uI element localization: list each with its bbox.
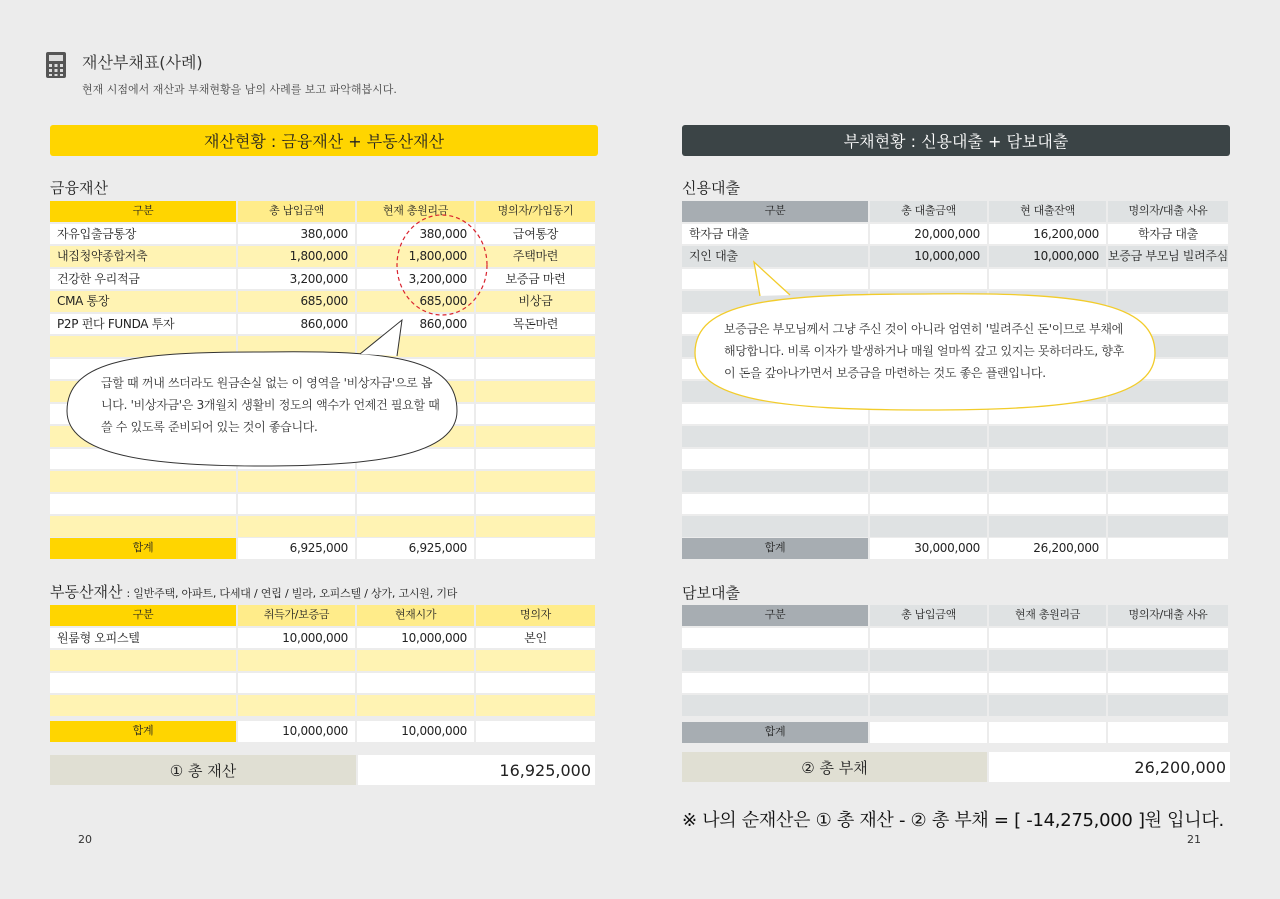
table-cell [989, 673, 1106, 694]
table-cell [1108, 650, 1228, 671]
table-cell [1108, 628, 1228, 649]
table-cell [682, 695, 868, 716]
table-cell [870, 426, 987, 447]
table-cell [989, 426, 1106, 447]
table-cell [476, 426, 595, 447]
table-cell: 학자금 대출 [682, 224, 868, 245]
table-cell [682, 494, 868, 515]
table-cell [870, 628, 987, 649]
table-cell [357, 494, 474, 515]
sum-value [1108, 722, 1228, 743]
table-cell [476, 449, 595, 470]
column-header: 구분 [50, 605, 236, 626]
sum-label: 합계 [50, 721, 236, 742]
total-assets-value: 16,925,000 [358, 755, 595, 785]
collateral-loan-table [682, 605, 1230, 716]
table-cell [989, 516, 1106, 537]
table-cell [50, 695, 236, 716]
table-cell [357, 673, 474, 694]
financial-assets-sum-row [50, 538, 595, 559]
table-header-row [682, 605, 1230, 626]
table-cell [870, 650, 987, 671]
table-row [50, 246, 595, 267]
page-number-right: 21 [1187, 833, 1201, 846]
table-row [50, 224, 595, 245]
table-cell: 1,800,000 [238, 246, 355, 267]
total-assets-label: ① 총 재산 [50, 755, 356, 785]
table-cell [476, 336, 595, 357]
table-row [682, 628, 1230, 649]
table-cell [870, 673, 987, 694]
column-header: 총 납입금액 [238, 201, 355, 222]
table-cell [682, 516, 868, 537]
table-cell [1108, 426, 1228, 447]
table-cell: 685,000 [357, 291, 474, 312]
table-cell [682, 650, 868, 671]
table-cell [238, 673, 355, 694]
table-cell: 16,200,000 [989, 224, 1106, 245]
table-cell [238, 695, 355, 716]
table-cell [1108, 494, 1228, 515]
column-header: 구분 [682, 605, 868, 626]
table-cell [870, 516, 987, 537]
table-row [50, 291, 595, 312]
table-cell [476, 516, 595, 537]
total-assets-bar [50, 755, 595, 785]
table-cell: 본인 [476, 628, 595, 649]
table-header-row [50, 201, 595, 222]
sum-row [50, 721, 595, 742]
table-cell [357, 516, 474, 537]
column-header: 명의자/가입동기 [476, 201, 595, 222]
credit-loan-sum-row [682, 538, 1230, 559]
table-row [50, 695, 595, 716]
table-cell: 급여통장 [476, 224, 595, 245]
calculator-icon [46, 52, 66, 78]
column-header: 현재 총원리금 [989, 605, 1106, 626]
collateral-loan-sum-row [682, 722, 1230, 743]
table-header-row [682, 201, 1230, 222]
table-row [682, 224, 1230, 245]
column-header: 명의자/대출 사유 [1108, 605, 1228, 626]
table-cell [989, 650, 1106, 671]
sum-label: 합계 [682, 538, 868, 559]
table-cell [238, 471, 355, 492]
table-cell: 860,000 [357, 314, 474, 335]
table-row [682, 650, 1230, 671]
column-header: 취득가/보증금 [238, 605, 355, 626]
table-cell [682, 449, 868, 470]
table-row [682, 673, 1230, 694]
bubble-emergency-fund-text: 급할 때 꺼내 쓰더라도 원금손실 없는 이 영역을 '비상자금'으로 봅니다. '비상자금'은 3개월치 생활비 정도의 액수가 언제건 필요할 때 쓸 수 있도록 준비되어 있는 것이 좋습니다. [101, 376, 440, 434]
table-cell: 보증금 마련 [476, 269, 595, 290]
table-cell: CMA 통장 [50, 291, 236, 312]
sum-row [682, 538, 1230, 559]
table-row [50, 471, 595, 492]
table-cell: 원룸형 오피스텔 [50, 628, 236, 649]
table-cell [476, 404, 595, 425]
table-cell: 목돈마련 [476, 314, 595, 335]
sum-row [50, 538, 595, 559]
table-cell [50, 471, 236, 492]
table-row [50, 628, 595, 649]
table-cell [50, 516, 236, 537]
table-cell [238, 650, 355, 671]
table-cell [1108, 471, 1228, 492]
table-cell [682, 628, 868, 649]
real-estate-title: 부동산재산 : 일반주택, 아파트, 다세대 / 연립 / 빌라, 오피스텔 / 상가, 고시원, 기타 [50, 583, 458, 601]
table-cell [870, 471, 987, 492]
column-header: 구분 [50, 201, 236, 222]
table-row [50, 269, 595, 290]
table-cell [357, 471, 474, 492]
table-cell [682, 471, 868, 492]
real-estate-table [50, 605, 595, 716]
sum-value [1108, 538, 1228, 559]
table-cell [1108, 695, 1228, 716]
collateral-loan-title: 담보대출 [682, 584, 740, 602]
table-header-row [50, 605, 595, 626]
table-cell [870, 695, 987, 716]
total-liabilities-label: ② 총 부채 [682, 752, 987, 782]
liabilities-banner: 부채현황 : 신용대출 + 담보대출 [682, 125, 1230, 156]
table-cell: 860,000 [238, 314, 355, 335]
table-cell: 내집청약종합저축 [50, 246, 236, 267]
sum-value: 6,925,000 [357, 538, 474, 559]
credit-loan-title: 신용대출 [682, 179, 740, 197]
table-cell [682, 673, 868, 694]
table-cell [870, 449, 987, 470]
sum-value [870, 722, 987, 743]
real-estate-note: : 일반주택, 아파트, 다세대 / 연립 / 빌라, 오피스텔 / 상가, 고시원, 기타 [126, 587, 458, 600]
table-cell [989, 628, 1106, 649]
page-number-left: 20 [78, 833, 92, 846]
table-cell: 자유입출금통장 [50, 224, 236, 245]
table-cell [476, 359, 595, 380]
table-row [682, 494, 1230, 515]
table-cell: 지인 대출 [682, 246, 868, 267]
table-cell: 1,800,000 [357, 246, 474, 267]
highlight-circle [395, 213, 490, 318]
table-cell [476, 650, 595, 671]
table-row [50, 516, 595, 537]
table-cell: 10,000,000 [238, 628, 355, 649]
table-cell [50, 673, 236, 694]
table-cell [989, 494, 1106, 515]
table-row [682, 471, 1230, 492]
column-header: 명의자/대출 사유 [1108, 201, 1228, 222]
sum-value: 30,000,000 [870, 538, 987, 559]
net-worth-statement: ※ 나의 순재산은 ① 총 재산 - ② 총 부채 = [ -14,275,000 ]원 입니다. [682, 810, 1224, 831]
table-row [682, 516, 1230, 537]
bubble-deposit-text: 보증금은 부모님께서 그냥 주신 것이 아니라 엄연히 '빌려주신 돈'이므로 부채에 해당합니다. 비록 이자가 발생하거나 매월 얼마씩 갚고 있지는 못하더라도, 향후 이 돈을 갚아나가면서 보증금을 마련하는 것도 좋은 플랜입니다. [724, 322, 1125, 380]
table-cell: 주택마련 [476, 246, 595, 267]
table-cell [476, 673, 595, 694]
table-cell [989, 695, 1106, 716]
column-header: 현 대출잔액 [989, 201, 1106, 222]
table-cell [1108, 449, 1228, 470]
table-cell [50, 650, 236, 671]
column-header: 명의자 [476, 605, 595, 626]
table-cell: 건강한 우리적금 [50, 269, 236, 290]
table-cell: 학자금 대출 [1108, 224, 1228, 245]
table-cell [989, 449, 1106, 470]
table-row [682, 449, 1230, 470]
table-cell: 10,000,000 [989, 246, 1106, 267]
sum-value [476, 721, 595, 742]
sum-label: 합계 [50, 538, 236, 559]
assets-banner: 재산현황 : 금융재산 + 부동산재산 [50, 125, 598, 156]
table-cell [357, 650, 474, 671]
table-cell [989, 471, 1106, 492]
total-liabilities-bar [682, 752, 1230, 782]
table-row [50, 494, 595, 515]
sum-value: 6,925,000 [238, 538, 355, 559]
sum-value [989, 722, 1106, 743]
table-cell [50, 494, 236, 515]
sum-value: 10,000,000 [357, 721, 474, 742]
column-header: 현재 총원리금 [357, 201, 474, 222]
table-row [682, 695, 1230, 716]
table-cell [1108, 673, 1228, 694]
table-cell: P2P 펀다 FUNDA 투자 [50, 314, 236, 335]
table-cell [476, 695, 595, 716]
page-subtitle: 현재 시점에서 재산과 부채현황을 남의 사례를 보고 파악해봅시다. [82, 83, 397, 96]
column-header: 구분 [682, 201, 868, 222]
real-estate-sum-row [50, 721, 595, 742]
sum-value: 26,200,000 [989, 538, 1106, 559]
table-cell [238, 494, 355, 515]
table-cell: 685,000 [238, 291, 355, 312]
total-liabilities-value: 26,200,000 [989, 752, 1230, 782]
table-cell [682, 426, 868, 447]
column-header: 총 대출금액 [870, 201, 987, 222]
table-row [682, 426, 1230, 447]
page-title: 재산부채표(사례) [82, 53, 203, 72]
table-cell: 3,200,000 [238, 269, 355, 290]
column-header: 총 납입금액 [870, 605, 987, 626]
table-cell [357, 695, 474, 716]
column-header: 현재시가 [357, 605, 474, 626]
table-row [50, 650, 595, 671]
table-cell [870, 494, 987, 515]
table-cell: 20,000,000 [870, 224, 987, 245]
sum-value: 10,000,000 [238, 721, 355, 742]
table-cell: 380,000 [238, 224, 355, 245]
table-cell: 380,000 [357, 224, 474, 245]
sum-label: 합계 [682, 722, 868, 743]
table-cell [238, 516, 355, 537]
table-cell: 10,000,000 [357, 628, 474, 649]
financial-assets-title: 금융재산 [50, 179, 108, 197]
sum-value [476, 538, 595, 559]
sum-row [682, 722, 1230, 743]
table-cell: 비상금 [476, 291, 595, 312]
table-cell: 10,000,000 [870, 246, 987, 267]
table-cell [1108, 516, 1228, 537]
table-row [50, 673, 595, 694]
table-cell: 3,200,000 [357, 269, 474, 290]
table-cell: 보증금 부모님 빌려주심 [1108, 246, 1228, 267]
table-cell [476, 381, 595, 402]
table-cell [476, 471, 595, 492]
table-cell [476, 494, 595, 515]
